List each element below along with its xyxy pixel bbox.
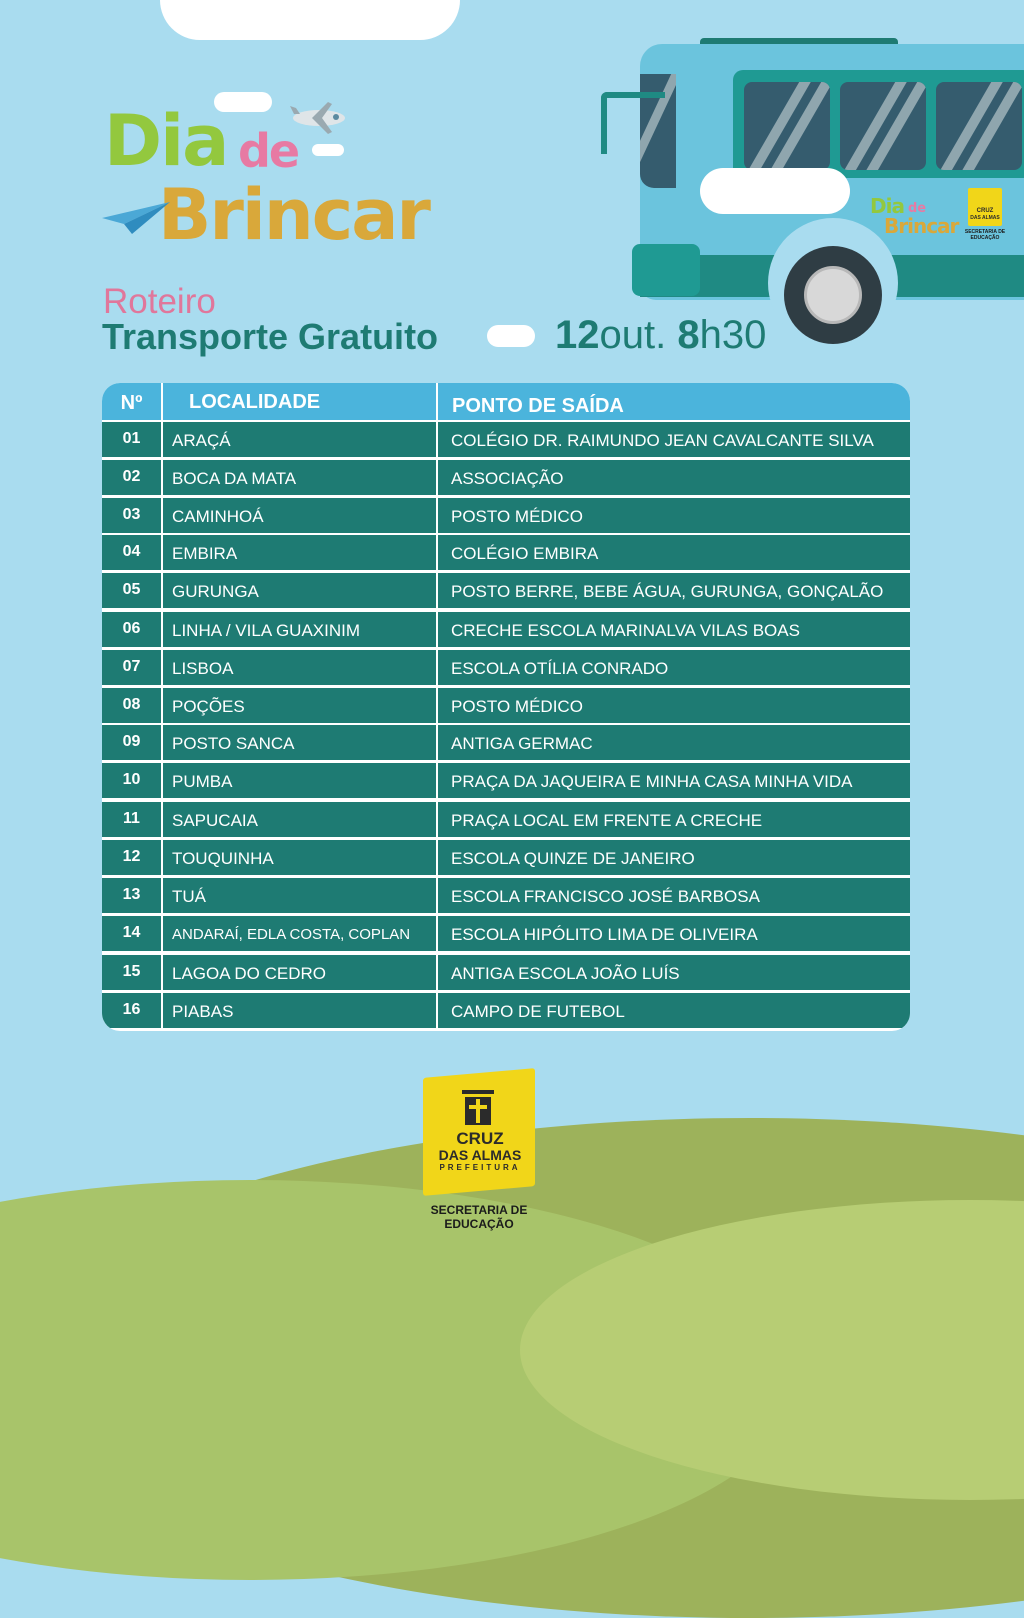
row-departure: POSTO MÉDICO [438,688,910,723]
row-number: 04 [102,535,161,570]
row-departure: ESCOLA OTÍLIA CONRADO [438,650,910,685]
row-departure: ASSOCIAÇÃO [438,460,910,495]
row-departure: ANTIGA ESCOLA JOÃO LUÍS [438,955,910,990]
bus-mirror [601,92,665,154]
row-departure: PRAÇA LOCAL EM FRENTE A CRECHE [438,802,910,837]
cross-crest-icon [461,1088,495,1128]
table-row [102,422,910,457]
row-number: 14 [102,916,161,951]
secretaria-line1: SECRETARIA DE [430,1203,528,1217]
row-number: 12 [102,840,161,875]
bus-decal-badge-mid: DAS ALMAS [970,215,1000,221]
paper-plane-icon [102,200,172,236]
logo-word-de: de [238,124,299,178]
row-locality: SAPUCAIA [163,802,436,837]
row-departure: ESCOLA HIPÓLITO LIMA DE OLIVEIRA [438,916,910,951]
row-departure: ANTIGA GERMAC [438,725,910,760]
bus-decal-dia: Dia [870,194,904,218]
table-row [102,993,910,1028]
row-number: 02 [102,460,161,495]
table-row [102,802,910,837]
wheel-hub [804,266,862,324]
bus-window [936,82,1022,170]
cloud-heading [487,325,535,347]
header-number: Nº [102,383,161,420]
row-locality: POSTO SANCA [163,725,436,760]
row-locality: ARAÇÁ [163,422,436,457]
row-locality: BOCA DA MATA [163,460,436,495]
page-title: Transporte Gratuito [102,316,439,357]
date-day: 12 [555,313,600,357]
row-locality: PIABAS [163,993,436,1028]
date-month: out. [599,313,667,357]
row-locality: GURUNGA [163,573,436,608]
logo-word-brincar: Brincar [158,174,429,256]
bus-decal-brincar: Brincar [884,214,959,238]
table-row [102,650,910,685]
route-table [102,383,910,1031]
row-departure: ESCOLA QUINZE DE JANEIRO [438,840,910,875]
secretaria-line2: EDUCAÇÃO [444,1217,514,1231]
logo-word-dia: Dia [104,100,228,182]
airplane-icon [288,100,350,136]
table-header [102,383,910,420]
row-number: 05 [102,573,161,608]
row-locality: TOUQUINHA [163,840,436,875]
bus-window [840,82,926,170]
row-number: 07 [102,650,161,685]
time-hour: 8 [677,313,700,357]
table-row [102,878,910,913]
bus-cloud [700,168,850,214]
row-departure: ESCOLA FRANCISCO JOSÉ BARBOSA [438,878,910,913]
row-departure: CRECHE ESCOLA MARINALVA VILAS BOAS [438,612,910,647]
row-departure: COLÉGIO DR. RAIMUNDO JEAN CAVALCANTE SILVA [438,422,910,457]
row-locality: LISBOA [163,650,436,685]
table-row [102,460,910,495]
row-locality: CAMINHOÁ [163,498,436,533]
bus-decal-de: de [908,201,927,216]
row-number: 08 [102,688,161,723]
table-row [102,535,910,570]
cloud-small-2 [312,144,344,156]
header-departure: PONTO DE SAÍDA [438,383,910,420]
header-locality: LOCALIDADE [163,383,436,420]
table-row [102,688,910,723]
secretaria-caption [418,1203,540,1231]
event-datetime [555,313,766,358]
row-departure: CAMPO DE FUTEBOL [438,993,910,1028]
table-row [102,573,910,608]
row-locality: EMBIRA [163,535,436,570]
time-rest: h30 [699,313,767,357]
row-locality: TUÁ [163,878,436,913]
table-row [102,763,910,798]
row-number: 09 [102,725,161,760]
table-row [102,840,910,875]
row-locality: LINHA / VILA GUAXINIM [163,612,436,647]
heading-label: Roteiro [103,282,216,321]
municipal-name-line2: DAS ALMAS [438,1147,522,1163]
bus-bumper [632,244,700,296]
row-number: 10 [102,763,161,798]
row-number: 13 [102,878,161,913]
row-locality: POÇÕES [163,688,436,723]
bus-window [744,82,830,170]
row-number: 16 [102,993,161,1028]
top-cloud [160,0,460,40]
row-departure: POSTO BERRE, BEBE ÁGUA, GURUNGA, GONÇALÃO [438,573,910,608]
table-row [102,725,910,760]
row-departure: COLÉGIO EMBIRA [438,535,910,570]
table-row [102,916,910,951]
municipal-name-line3: PREFEITURA [439,1163,521,1172]
row-number: 15 [102,955,161,990]
row-number: 01 [102,422,161,457]
row-locality: ANDARAÍ, EDLA COSTA, COPLAN [163,916,436,951]
row-locality: LAGOA DO CEDRO [163,955,436,990]
row-number: 06 [102,612,161,647]
table-row [102,498,910,533]
table-row [102,612,910,647]
row-number: 03 [102,498,161,533]
row-departure: POSTO MÉDICO [438,498,910,533]
row-locality: PUMBA [163,763,436,798]
municipal-name-line1: CRUZ [456,1129,504,1148]
table-row [102,955,910,990]
bus-decal-caption: SECRETARIA DE EDUCAÇÃO [964,229,1006,241]
bus-decal-badge-top: CRUZ [976,208,994,214]
row-number: 11 [102,802,161,837]
row-departure: PRAÇA DA JAQUEIRA E MINHA CASA MINHA VIDA [438,763,910,798]
